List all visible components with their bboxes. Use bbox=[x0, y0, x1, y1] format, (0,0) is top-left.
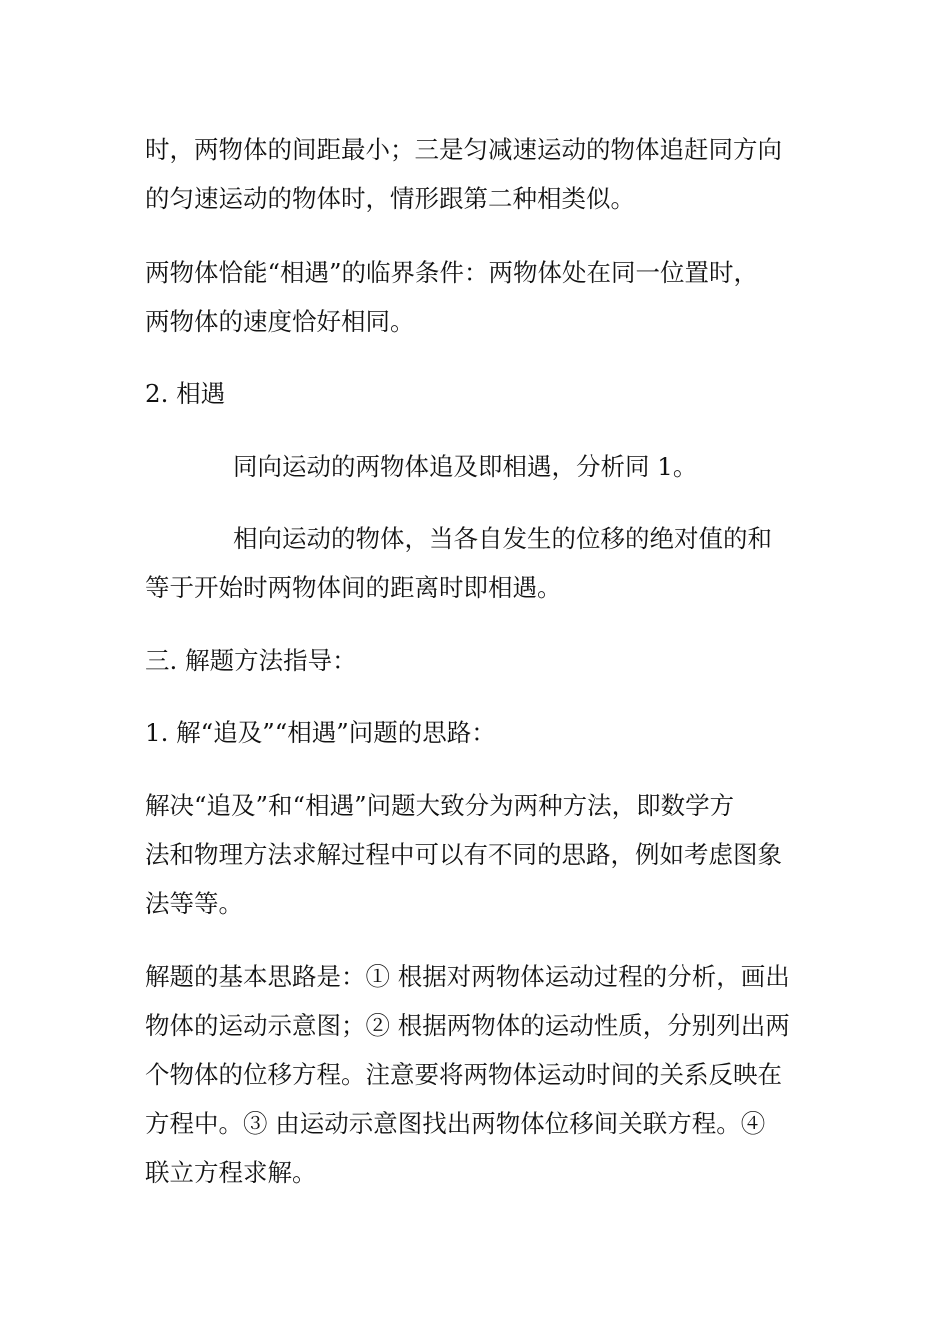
section-heading: 三. 解题方法指导： bbox=[145, 646, 357, 675]
paragraph-line: 个物体的位移方程。注意要将两物体运动时间的关系反映在 bbox=[145, 1060, 782, 1089]
paragraph-line: 法等等。 bbox=[145, 889, 243, 918]
paragraph-line: 两物体的速度恰好相同。 bbox=[145, 307, 415, 336]
paragraph-line: 方程中。③ 由运动示意图找出两物体位移间关联方程。④ bbox=[145, 1109, 766, 1138]
paragraph-line: 的匀速运动的物体时，情形跟第二种相类似。 bbox=[145, 184, 635, 213]
paragraph-line: 物体的运动示意图；② 根据两物体的运动性质，分别列出两 bbox=[145, 1011, 790, 1040]
section-heading: 1. 解“追及”“相遇”问题的思路： bbox=[145, 718, 496, 747]
paragraph-line: 同向运动的两物体追及即相遇，分析同 1。 bbox=[233, 452, 698, 481]
paragraph-line: 联立方程求解。 bbox=[145, 1158, 317, 1187]
paragraph-line: 等于开始时两物体间的距离时即相遇。 bbox=[145, 573, 562, 602]
paragraph-line: 解决“追及”和“相遇”问题大致分为两种方法，即数学方 bbox=[145, 791, 735, 820]
section-heading: 2. 相遇 bbox=[145, 379, 226, 408]
paragraph-line: 解题的基本思路是：① 根据对两物体运动过程的分析，画出 bbox=[145, 962, 790, 991]
paragraph-line: 时，两物体的间距最小；三是匀减速运动的物体追赶同方向 bbox=[145, 135, 782, 164]
paragraph-line: 法和物理方法求解过程中可以有不同的思路，例如考虑图象 bbox=[145, 840, 782, 869]
paragraph-line: 相向运动的物体，当各自发生的位移的绝对值的和 bbox=[233, 524, 772, 553]
paragraph-line: 两物体恰能“相遇”的临界条件：两物体处在同一位置时， bbox=[145, 258, 759, 287]
